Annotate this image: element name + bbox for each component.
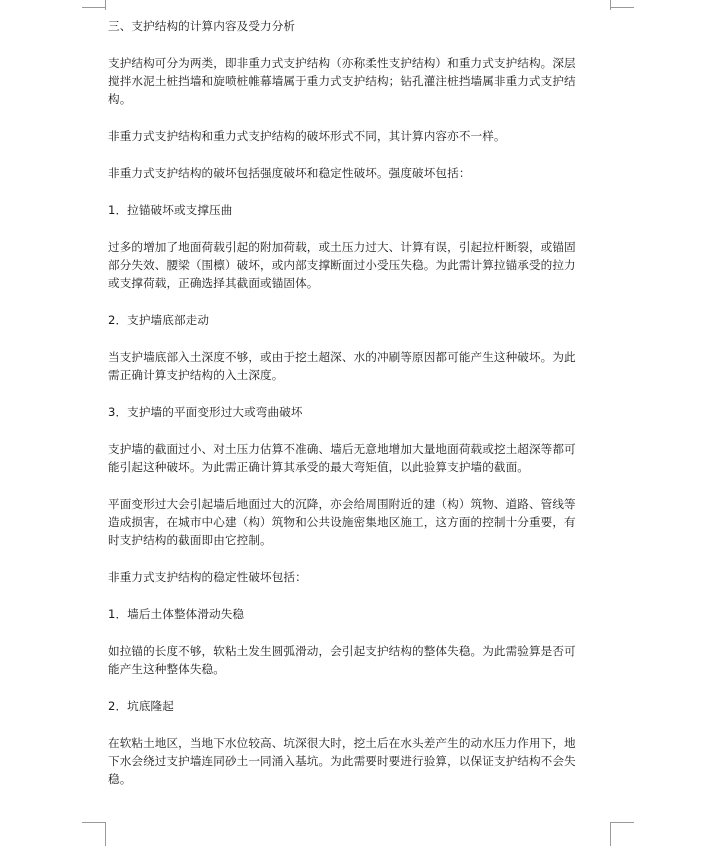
paragraph-strength-failure: 非重力式支护结构的破坏包括强度破坏和稳定性破坏。强度破坏包括：	[108, 166, 471, 180]
crop-mark-bottom-right-h	[610, 822, 634, 823]
subheading-overall-sliding: 1．墙后土体整体滑动失稳	[108, 607, 245, 621]
text-line: 造成损害，在城市中心建（构）筑物和公共设施密集地区施工，这方面的控制十分重要，有	[108, 515, 576, 529]
crop-mark-top-right-h	[610, 7, 634, 8]
text-line: 在软粘土地区，当地下水位较高、坑深很大时，挖土后在水头差产生的动水压力作用下，地	[108, 736, 576, 750]
paragraph-settlement-control	[108, 495, 613, 549]
text-line: 平面变形过大会引起墙后地面过大的沉降，亦会给周围附近的建（构）筑物、道路、管线等	[108, 497, 576, 511]
crop-mark-bottom-right-v	[610, 822, 611, 846]
subheading-wall-toe-movement: 2．支护墙底部走动	[108, 313, 210, 327]
text-line: 当支护墙底部入土深度不够，或由于挖土超深、水的冲刷等原因都可能产生这种破坏。为此	[108, 350, 576, 364]
paragraph-overall-sliding	[108, 642, 613, 678]
document-body	[108, 17, 613, 788]
text-line: 稳。	[108, 772, 132, 786]
text-line: 如拉锚的长度不够，软粘土发生圆弧滑动，会引起支护结构的整体失稳。为此需验算是否可	[108, 644, 576, 658]
paragraph-stability-failure: 非重力式支护结构的稳定性破坏包括：	[108, 570, 307, 584]
text-line: 能引起这种破坏。为此需正确计算其承受的最大弯矩值，以此验算支护墙的截面。	[108, 460, 529, 474]
crop-mark-top-right-v	[610, 0, 611, 10]
text-line: 下水会绕过支护墙连同砂土一同涌入基坑。为此需要时要进行验算，以保证支护结构不会失	[108, 754, 576, 768]
subheading-anchor-failure: 1．拉锚破坏或支撑压曲	[108, 203, 233, 217]
subheading-deformation-bending: 3．支护墙的平面变形过大或弯曲破坏	[108, 405, 303, 419]
paragraph-difference: 非重力式支护结构和重力式支护结构的破坏形式不同，其计算内容亦不一样。	[108, 129, 506, 143]
text-line: 支护墙的截面过小、对土压力估算不准确、墙后无意地增加大量地面荷载或挖土超深等都可	[108, 442, 576, 456]
text-line: 时支护结构的截面即由它控制。	[108, 533, 272, 547]
text-line: 能产生这种整体失稳。	[108, 662, 225, 676]
subheading-base-heave: 2．坑底隆起	[108, 699, 174, 713]
text-line: 搅拌水泥土桩挡墙和旋喷桩帷幕墙属于重力式支护结构；钻孔灌注桩挡墙属非重力式支护结	[108, 74, 576, 88]
paragraph-base-heave	[108, 734, 613, 788]
paragraph-intro	[108, 54, 613, 108]
text-line: 或支撑荷载，正确选择其截面或锚固体。	[108, 276, 319, 290]
paragraph-wall-toe-movement	[108, 348, 613, 384]
crop-mark-bottom-left-v	[105, 822, 106, 846]
crop-mark-top-left-v	[105, 0, 106, 10]
paragraph-deformation-bending	[108, 440, 613, 476]
crop-mark-bottom-left-h	[82, 822, 106, 823]
text-line: 支护结构可分为两类，即非重力式支护结构（亦称柔性支护结构）和重力式支护结构。深层	[108, 56, 576, 70]
paragraph-anchor-failure	[108, 238, 613, 292]
text-line: 构。	[108, 92, 132, 106]
crop-mark-top-left-h	[82, 7, 106, 8]
text-line: 部分失效、腰梁（围檩）破坏，或内部支撑断面过小受压失稳。为此需计算拉锚承受的拉力	[108, 258, 576, 272]
section-heading: 三、支护结构的计算内容及受力分析	[108, 19, 296, 33]
text-line: 过多的增加了地面荷载引起的附加荷载，或土压力过大、计算有误，引起拉杆断裂，或锚固	[108, 240, 576, 254]
text-line: 需正确计算支护结构的入土深度。	[108, 368, 284, 382]
